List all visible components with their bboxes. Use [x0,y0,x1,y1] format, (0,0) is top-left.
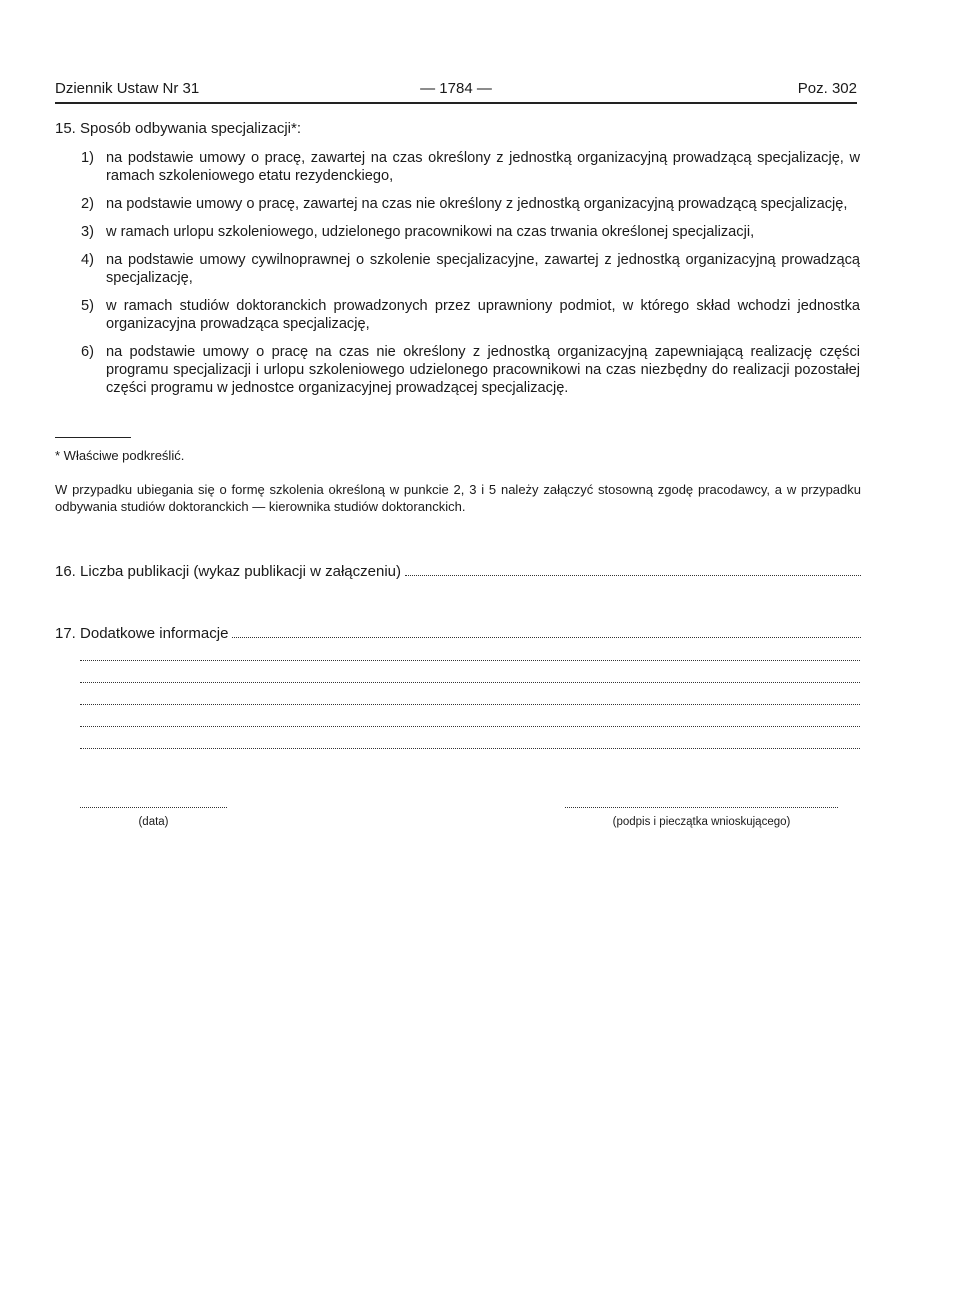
page-number: — 1784 — [420,80,492,97]
list-item-text: w ramach urlopu szkoleniowego, udzielonego pracownikowi na czas trwania określonej specjalizacji, [106,224,755,240]
list-item [81,149,860,185]
list-item-number: 1) [81,150,94,166]
additional-info-input[interactable] [232,624,861,638]
list-item-number: 3) [81,224,94,240]
additional-info-line[interactable] [80,660,860,661]
page-header [55,80,857,100]
list-item [81,297,860,333]
list-item [81,195,860,213]
additional-info-line[interactable] [80,748,860,749]
section-17-field [55,624,861,642]
list-item-number: 5) [81,298,94,314]
list-item-text: w ramach studiów doktoranckich prowadzonych przez uprawniony podmiot, w którego skład wchodzi jednostka organizacyjna prowadząca specjalizację, [106,298,860,332]
list-item [81,343,860,397]
list-item-number: 2) [81,196,94,212]
footnote-rule [55,437,131,438]
list-item-number: 4) [81,252,94,268]
consent-note: W przypadku ubiegania się o formę szkolenia określoną w punkcie 2, 3 i 5 należy załączyć stosowną zgodę pracodawcy, a w przypadku odbywania studiów doktoranckich — kierownika studiów doktoranckich. [55,482,861,514]
date-label: (data) [138,816,169,828]
list-item [81,223,860,241]
additional-info-line[interactable] [80,682,860,683]
signature-input[interactable] [565,807,838,808]
signature-block [565,807,838,828]
position-number: Poz. 302 [797,80,857,97]
journal-title: Dziennik Ustaw Nr 31 [55,80,200,97]
list-item-text: na podstawie umowy cywilnoprawnej o szkolenie specjalizacyjne, zawartej z jednostką organizacyjną prowadzącą specjalizację, [106,252,860,286]
section-15-title: 15. Sposób odbywania specjalizacji*: [55,120,301,137]
header-rule [55,102,857,104]
list-item-text: na podstawie umowy o pracę, zawartej na czas nie określony z jednostką organizacyjną prowadzącą specjalizację, [106,196,848,212]
date-input[interactable] [80,807,227,808]
list-item-text: na podstawie umowy o pracę, zawartej na czas określony z jednostką organizacyjną prowadzącą specjalizację, w ramach szkoleniowego etatu rezydenckiego, [106,150,860,184]
signature-label: (podpis i pieczątka wnioskującego) [612,816,791,828]
section-16-label: 16. Liczba publikacji (wykaz publikacji w załączeniu) [55,563,401,580]
date-signature-block [80,807,227,828]
publication-count-input[interactable] [405,562,861,576]
section-16-field [55,562,861,580]
section-17-label: 17. Dodatkowe informacje [55,625,229,642]
list-item [81,251,860,287]
list-item-number: 6) [81,344,94,360]
additional-info-line[interactable] [80,726,860,727]
list-item-text: na podstawie umowy o pracę na czas nie określony z jednostką organizacyjną zapewniającą realizację części programu specjalizacji i urlopu szkoleniowego udzielonego pracownikowi na czas niezbędny do realizacji pozostałej części programu w jednostce organizacyjnej prowadzącej specjalizację. [106,344,860,396]
additional-info-line[interactable] [80,704,860,705]
footnote: * Właściwe podkreślić. [55,448,185,463]
section-15 [55,119,860,407]
